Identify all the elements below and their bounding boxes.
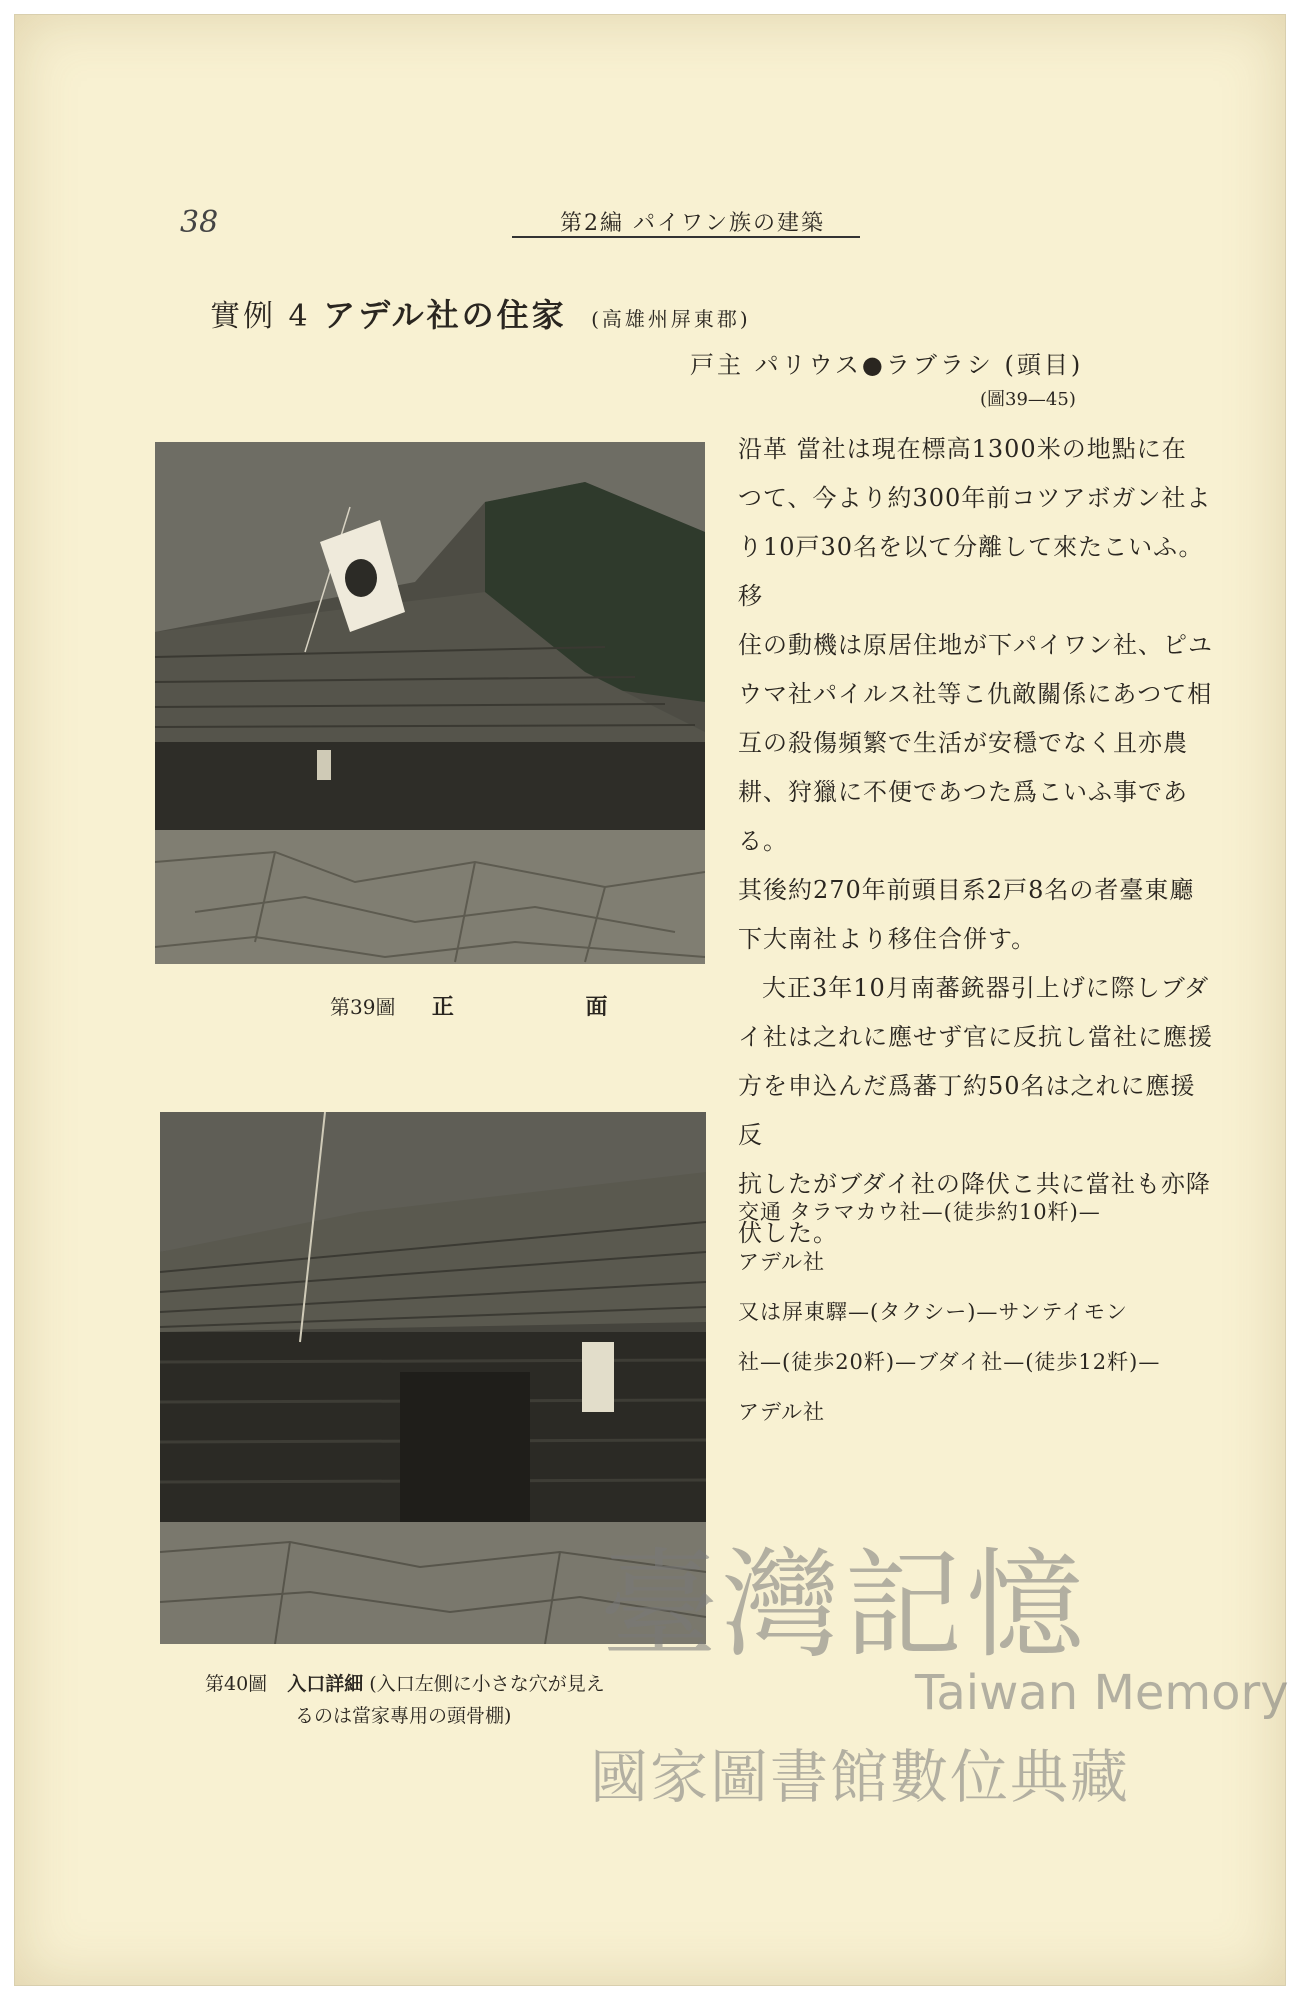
figure-reference: (圖39—45) xyxy=(980,389,1076,410)
traffic-line: 又は屏東驛—(タクシー)—サンテイモン xyxy=(738,1300,1128,1324)
history-line: 伏した。 xyxy=(738,1219,838,1247)
figure-39-label: 第39圖 xyxy=(330,995,396,1019)
section-prefix: 實例 4 xyxy=(210,299,311,334)
photo-front-view xyxy=(155,442,705,964)
history-line: 耕、狩獵に不便であつた爲こいふ事である。 xyxy=(738,778,1188,855)
history-line: 互の殺傷頻繁で生活が安穩でなく且亦農 xyxy=(738,729,1188,757)
figure-40-note-2: るのは當家專用の頭骨棚) xyxy=(295,1705,512,1727)
history-line: 沿革 當社は現在標高1300米の地點に在 xyxy=(738,435,1187,463)
watermark-english: Taiwan Memory xyxy=(915,1665,1289,1721)
traffic-text xyxy=(738,1187,1218,1437)
history-line: 方を申込んだ爲蕃丁約50名は之れに應援反 xyxy=(738,1072,1196,1149)
history-line: 抗したがブダイ社の降伏こ共に當社も亦降 xyxy=(738,1170,1211,1198)
figure-40-label: 第40圖 xyxy=(205,1673,268,1695)
history-line: 住の動機は原居住地が下パイワン社、ピユ xyxy=(738,631,1213,659)
history-line: イ社は之れに應せず官に反抗し當社に應援 xyxy=(738,1023,1213,1051)
history-line: つて、今より約300年前コツアボガン社よ xyxy=(738,484,1212,512)
figure-40-caption xyxy=(205,1668,605,1732)
figure-40-note-1: (入口左側に小さな穴が見え xyxy=(369,1673,605,1695)
history-line: り10戸30名を以て分離して來たこいふ。移 xyxy=(738,533,1204,610)
figure-39-title: 正 面 xyxy=(431,994,670,1020)
figure-39-caption xyxy=(330,990,669,1021)
traffic-line: アデル社 xyxy=(738,1400,825,1424)
owner-line: 戸主 パリウス●ラブラシ (頭目) xyxy=(690,351,1084,379)
history-line: 其後約270年前頭目系2戸8名の者臺東廳 xyxy=(738,876,1195,904)
history-line: 下大南社より移住合併す。 xyxy=(738,925,1037,953)
traffic-line: 交通 タラマカウ社—(徒歩約10粁)— xyxy=(738,1200,1101,1224)
traffic-line: 社—(徒歩20粁)—ブダイ社—(徒歩12粁)— xyxy=(738,1350,1161,1374)
traffic-line: アデル社 xyxy=(738,1250,825,1274)
section-heading: アデル社の住家 xyxy=(323,296,567,334)
history-text xyxy=(738,425,1218,1258)
history-line: ウマ社パイルス社等こ仇敵關係にあつて相 xyxy=(738,680,1213,708)
page-number: 38 xyxy=(180,205,219,240)
watermark-library: 國家圖書館數位典藏 xyxy=(590,1743,1131,1811)
header-rule xyxy=(512,236,860,238)
figure-40-title: 入口詳細 xyxy=(287,1673,364,1695)
watermark-chinese: 臺灣記憶 xyxy=(600,1536,1089,1674)
running-head: 第2編 パイワン族の建築 xyxy=(560,211,825,236)
section-location: (高雄州屏東郡) xyxy=(591,307,751,331)
section-title xyxy=(210,290,751,336)
history-line: 大正3年10月南蕃銃器引上げに際しブダ xyxy=(762,974,1210,1002)
